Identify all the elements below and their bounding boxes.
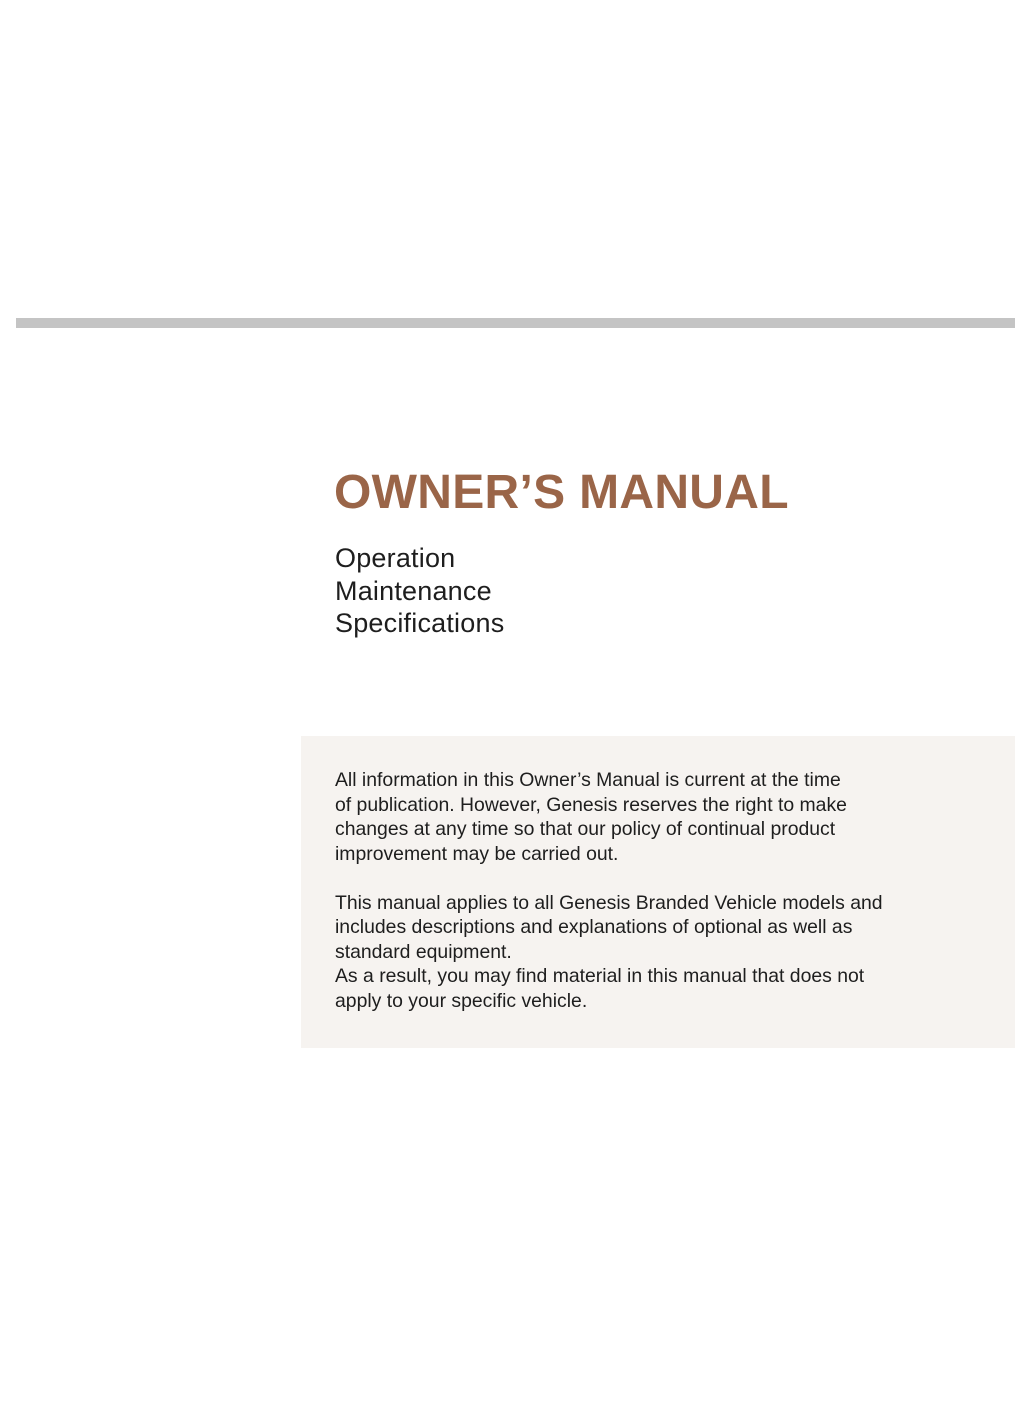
subtitle-maintenance: Maintenance — [335, 575, 492, 606]
notice-line: improvement may be carried out. — [335, 842, 619, 865]
notice-text — [335, 768, 935, 1013]
notice-box — [301, 736, 1015, 1048]
top-divider-bar — [16, 318, 1015, 328]
notice-line: This manual applies to all Genesis Branded Vehicle models and — [335, 891, 883, 914]
paragraph-spacer — [335, 866, 935, 891]
notice-line: apply to your specific vehicle. — [335, 989, 588, 1012]
notice-paragraph-2 — [335, 891, 935, 1014]
notice-line: All information in this Owner’s Manual is current at the time — [335, 769, 841, 791]
subtitle-operation: Operation — [335, 543, 456, 573]
notice-line: changes at any time so that our policy of continual product — [335, 818, 836, 840]
subtitle-list — [335, 542, 504, 640]
notice-line: includes descriptions and explanations of optional as well as — [335, 916, 853, 938]
subtitle-specifications: Specifications — [335, 608, 505, 638]
notice-line: standard equipment. — [335, 940, 512, 963]
notice-line: of publication. However, Genesis reserves the right to make — [335, 793, 847, 816]
page-title: OWNER’S MANUAL — [334, 466, 789, 519]
notice-line: As a result, you may find material in this manual that does not — [335, 965, 865, 987]
notice-paragraph-1 — [335, 768, 935, 866]
